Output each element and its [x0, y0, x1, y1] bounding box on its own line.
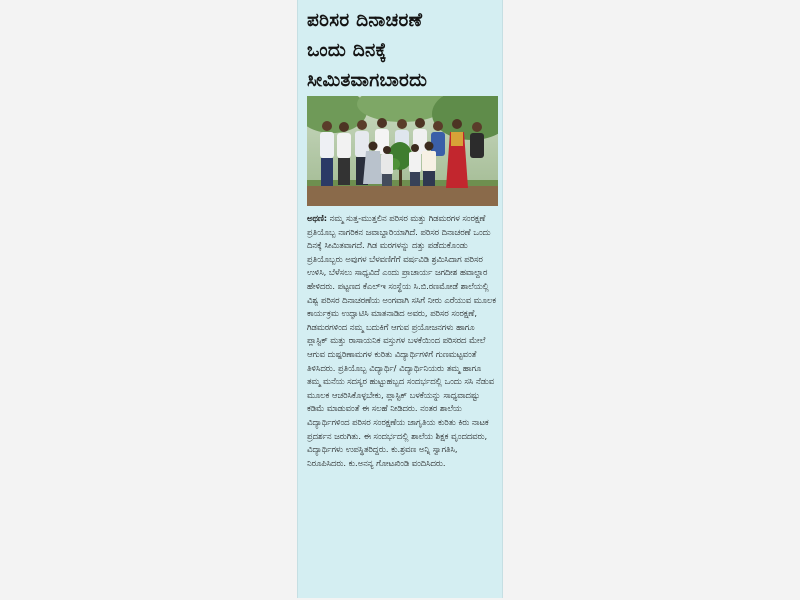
group-photo-image [307, 96, 498, 206]
article-photo [307, 96, 498, 206]
headline-line-3: ಸೀಮಿತವಾಗಬಾರದು [307, 70, 428, 91]
article-dateline: ಅಥಣಿ: [307, 213, 328, 223]
headline-line-2: ಒಂದು ದಿನಕ್ಕೆ [307, 40, 387, 61]
headline-line-1: ಪರಿಸರ ದಿನಾಚರಣೆ [307, 10, 423, 31]
newspaper-clipping [297, 0, 503, 598]
article-body-text: ನಮ್ಮ ಸುತ್ತ-ಮುತ್ತಲಿನ ಪರಿಸರ ಮತ್ತು ಗಿಡಮರಗಳ ಸಂರಕ್ಷಣೆ ಪ್ರತಿಯೊಬ್ಬ ನಾಗರಿಕನ ಜವಾಬ್ದಾರಿಯಾಗಿದೆ. ಪರಿಸರ ದಿನಾಚರಣೆ ಒಂದು ದಿನಕ್ಕೆ ಸೀಮಿತವಾಗದೆ. ಗಿಡ ಮರಗಳನ್ನು ದತ್ತು ಪಡೆದುಕೊಂಡು ಪ್ರತಿಯೊಬ್ಬರು ಅವುಗಳ ಬೆಳವಣಿಗೆಗೆ ವರ್ಷವಿಡಿ ಶ್ರಮಿಸಿದಾಗ ಪರಿಸರ ಉಳಿಸಿ, ಬೆಳೆಸಲು ಸಾಧ್ಯವಿದೆ ಎಂದು ಪ್ರಾಚಾರ್ಯ ಜಗದೀಶ ಹವಾಲ್ದಾರ ಹೇಳಿದರು. ಪಟ್ಟಣದ ಕೆಎಲ್‌ಇ ಸಂಸ್ಥೆಯ ಸಿ.ಬಿ.ರಣಮೋಡೆ ಶಾಲೆಯಲ್ಲಿ ವಿಶ್ವ ಪರಿಸರ ದಿನಾಚರಣೆಯ ಅಂಗವಾಗಿ ಸಸಿಗೆ ನೀರು ಎರೆಯುವ ಮೂಲಕ ಕಾರ್ಯಕ್ರಮ ಉದ್ಘಾಟಿಸಿ ಮಾತನಾಡಿದ ಅವರು, ಪರಿಸರ ಸಂರಕ್ಷಣೆ, ಗಿಡಮರಗಳಿಂದ ನಮ್ಮ ಬದುಕಿಗೆ ಆಗುವ ಪ್ರಯೋಜನಗಳು ಹಾಗೂ ಪ್ಲಾಸ್ಟಿಕ್ ಮತ್ತು ರಾಸಾಯನಿಕ ವಸ್ತುಗಳ ಬಳಕೆಯಿಂದ ಪರಿಸರದ ಮೇಲೆ ಆಗುವ ದುಷ್ಪರಿಣಾಮಗಳ ಕುರಿತು ವಿದ್ಯಾರ್ಥಿಗಳಿಗೆ ಗುಣಮಟ್ಟವಂತೆ ತಿಳಿಸಿದರು. ಪ್ರತಿಯೊಬ್ಬ ವಿದ್ಯಾರ್ಥಿ/ ವಿದ್ಯಾರ್ಥಿನಿಯರು ತಮ್ಮ ಹಾಗೂ ತಮ್ಮ ಮನೆಯ ಸದಸ್ಯರ ಹುಟ್ಟುಹಬ್ಬದ ಸಂದರ್ಭದಲ್ಲಿ ಒಂದು ಸಸಿ ನೆಡುವ ಮೂಲಕ ಆಚರಿಸಿಕೊಳ್ಳಬೇಕು, ಪ್ಲಾಸ್ಟಿಕ್ ಬಳಕೆಯನ್ನು ಸಾಧ್ಯವಾದಷ್ಟು ಕಡಿಮೆ ಮಾಡುವಂತೆ ಈ ಸಲಹೆ ನೀಡಿದರು. ನಂತರ ಶಾಲೆಯ ವಿದ್ಯಾರ್ಥಿಗಳಿಂದ ಪರಿಸರ ಸಂರಕ್ಷಣೆಯ ಜಾಗೃತಿಯ ಕುರಿತು ಕಿರು ನಾಟಕ ಪ್ರದರ್ಶನ ಜರುಗಿತು. ಈ ಸಂದರ್ಭದಲ್ಲಿ ಶಾಲೆಯ ಶಿಕ್ಷಕ ವೃಂದದವರು, ವಿದ್ಯಾರ್ಥಿಗಳು ಉಪಸ್ಥಿತರಿದ್ದರು. ಕು.ಶ್ರವಣ ಅನ್ನಿ ಸ್ವಾಗತಿಸಿ, ನಿರೂಪಿಸಿದರು. ಕು.ಅನನ್ಯ ಗೋಟಖಿಂಡಿ ವಂದಿಸಿದರು. [307, 213, 496, 468]
article-headline [307, 6, 499, 96]
article-body [307, 212, 497, 470]
